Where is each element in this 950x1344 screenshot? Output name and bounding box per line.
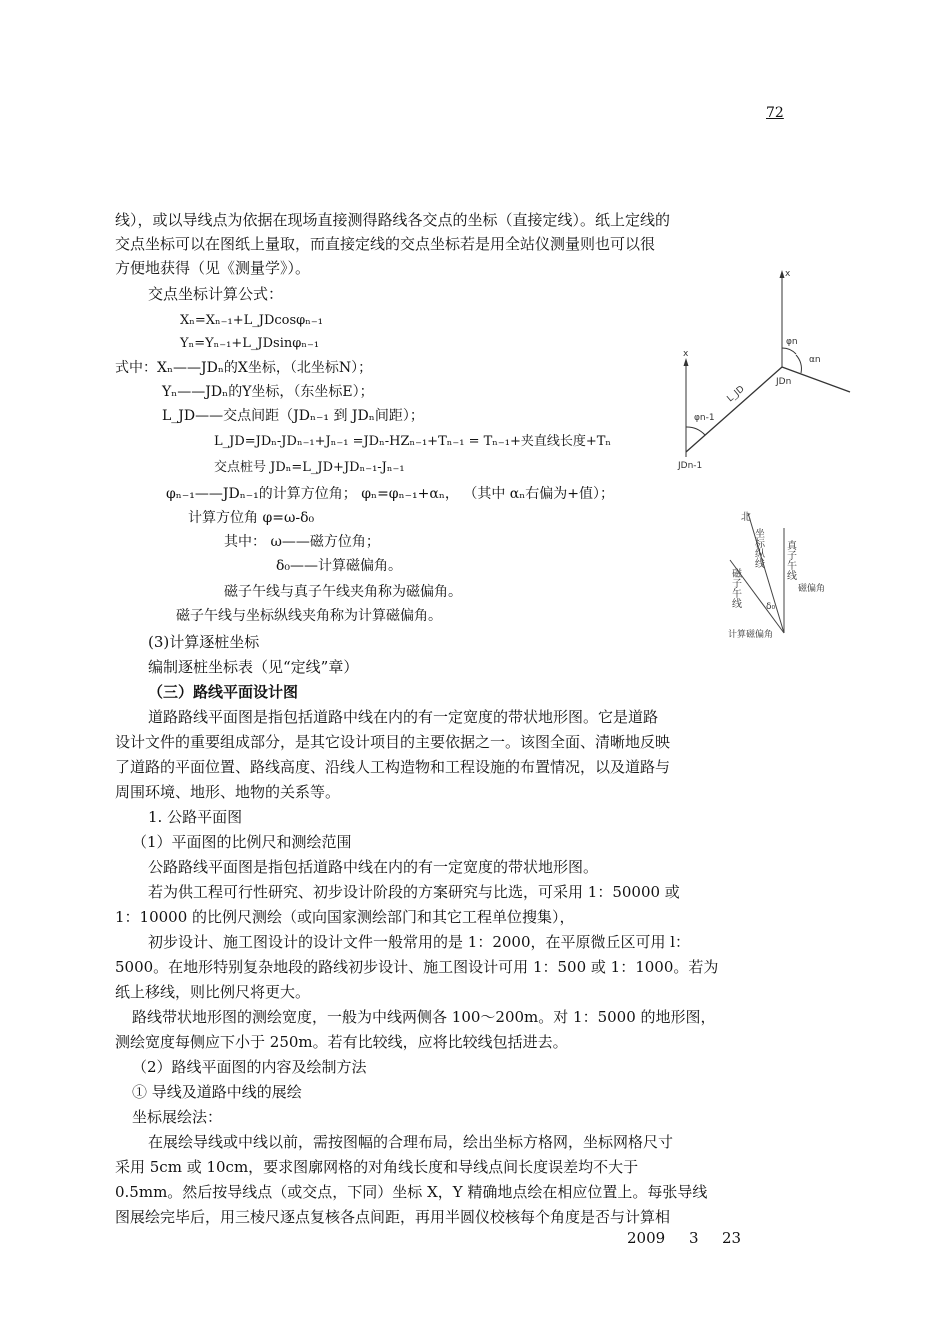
jd-n-label: JDn: [776, 377, 792, 387]
text-line: 线），或以导线点为依据在现场直接测得路线各交点的坐标（直接定线）。纸上定线的: [115, 211, 671, 229]
text-line: 设计文件的重要组成部分，是其它设计项目的主要依据之一。该图全面、清晰地反映: [115, 733, 671, 751]
calc-decl-label: 计算磁偏角: [728, 630, 774, 640]
text-line: (3)计算逐桩坐标: [148, 633, 260, 651]
x-label-left: x: [683, 349, 689, 359]
formula-jd: 交点桩号 JDₙ=L_JD+JDₙ₋₁-Jₙ₋₁: [214, 460, 405, 475]
text-line: 图展绘完毕后，用三棱尺逐点复核各点间距，再用半圆仪校核每个角度是否与计算相: [115, 1208, 671, 1226]
declination-diagram: [722, 498, 862, 648]
footer-day: 23: [722, 1229, 742, 1247]
text-line: 交点坐标可以在图纸上量取，而直接定线的交点坐标若是用全站仪测量则也可以很: [115, 235, 656, 253]
formula-ljd: L_JD=JDₙ-JDₙ₋₁+Jₙ₋₁ =JDₙ-HZₙ₋₁+Tₙ₋₁ = Tₙ₋₁+夹直线长度+Tₙ: [214, 434, 612, 449]
text-line: 1：10000 的比例尺测绘（或向国家测绘部门和其它工程单位搜集），: [115, 908, 575, 926]
text-line: 0.5mm。然后按导线点（或交点，下同）坐标 X，Y 精确地点绘在相应位置上。每张导线: [115, 1183, 708, 1201]
text-line: 若为供工程可行性研究、初步设计阶段的方案研究与比选，可采用 1：50000 或: [148, 883, 680, 901]
text-line: 公路路线平面图是指包括道路中线在内的有一定宽度的带状地形图。: [148, 858, 599, 876]
text-line: 5000。在地形特别复杂地段的路线初步设计、施工图设计可用 1：500 或 1：1000。若为: [115, 958, 719, 976]
x-axis-left-arrow: [684, 358, 689, 366]
text-line: 测绘宽度每侧应下小于 250m。若有比较线，应将比较线包括进去。: [115, 1033, 568, 1051]
text-line: 式中：Xₙ——JDₙ的X坐标，（北坐标N）；: [115, 360, 373, 376]
alpha-n-label: αn: [809, 355, 821, 365]
text-line: 在展绘导线或中线以前，需按图幅的合理布局，绘出坐标方格网，坐标网格尺寸: [148, 1133, 674, 1151]
text-line: 路线带状地形图的测绘宽度，一般为中线两侧各 100～200m。对 1：5000 的地形图，: [132, 1008, 716, 1026]
route-line: [686, 367, 782, 452]
text-line: 磁子午线与坐标纵线夹角称为计算磁偏角。: [176, 608, 442, 624]
route-extension: [782, 367, 850, 392]
text-line: 采用 5cm 或 10cm，要求图廓网格的对角线长度和导线点间长度误差均不大于: [115, 1158, 639, 1176]
text-line: （2）路线平面图的内容及绘制方法: [132, 1058, 367, 1076]
true-line-label: 真子午线: [784, 540, 796, 580]
text-line: （1）平面图的比例尺和测绘范围: [132, 833, 352, 851]
text-line: L_JD——交点间距（JDₙ₋₁ 到 JDₙ间距）；: [162, 408, 424, 424]
alpha-n-arc: [796, 355, 801, 373]
phi-n-label: φn: [786, 337, 798, 347]
text-line: 方便地获得（见《测量学》）。: [115, 259, 311, 277]
formula-y: Yₙ=Yₙ₋₁+L_JDsinφₙ₋₁: [180, 336, 320, 351]
azimuth-diagram: [670, 262, 860, 477]
text-line: 磁子午线与真子午线夹角称为磁偏角。: [224, 584, 462, 600]
mag-decl-label: 磁偏角: [798, 584, 826, 594]
section-heading: （三）路线平面设计图: [148, 683, 299, 701]
text-line: 周围环境、地形、地物的关系等。: [115, 783, 341, 801]
text-line: 了道路的平面位置、路线高度、沿线人工构造物和工程设施的布置情况，以及道路与: [115, 758, 671, 776]
text-line: 交点坐标计算公式：: [148, 285, 284, 303]
text-line: 道路路线平面图是指包括道路中线在内的有一定宽度的带状地形图。它是道路: [148, 708, 659, 726]
subsection-heading: 1. 公路平面图: [148, 808, 243, 826]
x-axis-right-arrow: [780, 270, 785, 278]
coord-line-label: 坐标纵线: [752, 528, 764, 568]
text-line: φₙ₋₁——JDₙ₋₁的计算方位角； φₙ=φₙ₋₁+αₙ， （其中 αₙ右偏为+值）；: [166, 486, 615, 502]
phi-n-arc: [782, 348, 796, 354]
north-label: 北: [741, 512, 751, 523]
formula-x: Xₙ=Xₙ₋₁+L_JDcosφₙ₋₁: [180, 313, 323, 328]
text-line: 初步设计、施工图设计的设计文件一般常用的是 1：2000，在平原微丘区可用 l：: [148, 933, 691, 951]
text-line: Yₙ——JDₙ的Y坐标，（东坐标E）；: [162, 384, 374, 400]
text-line: 计算方位角 φ=ω-δ₀: [188, 510, 315, 526]
ljd-label: L_JD: [725, 384, 747, 405]
phi-prev-arc: [686, 427, 705, 435]
page-number: 72: [766, 105, 784, 121]
mag-line-label: 磁子午线: [729, 568, 741, 608]
jd-prev-label: JDn-1: [678, 461, 703, 471]
delta0-label: δ₀: [766, 602, 776, 612]
text-line: 坐标展绘法：: [132, 1108, 223, 1126]
phi-prev-label: φn-1: [694, 413, 715, 423]
footer-year: 2009: [627, 1229, 666, 1247]
text-line: 纸上移线，则比例尺将更大。: [115, 983, 311, 1001]
text-line: δ₀——计算磁偏角。: [276, 558, 403, 574]
text-line: ① 导线及道路中线的展绘: [132, 1083, 302, 1101]
x-label-right: x: [785, 269, 791, 279]
text-line: 其中： ω——磁方位角；: [224, 534, 380, 550]
text-line: 编制逐桩坐标表（见“定线”章）: [148, 658, 359, 676]
footer-month: 3: [689, 1229, 699, 1247]
